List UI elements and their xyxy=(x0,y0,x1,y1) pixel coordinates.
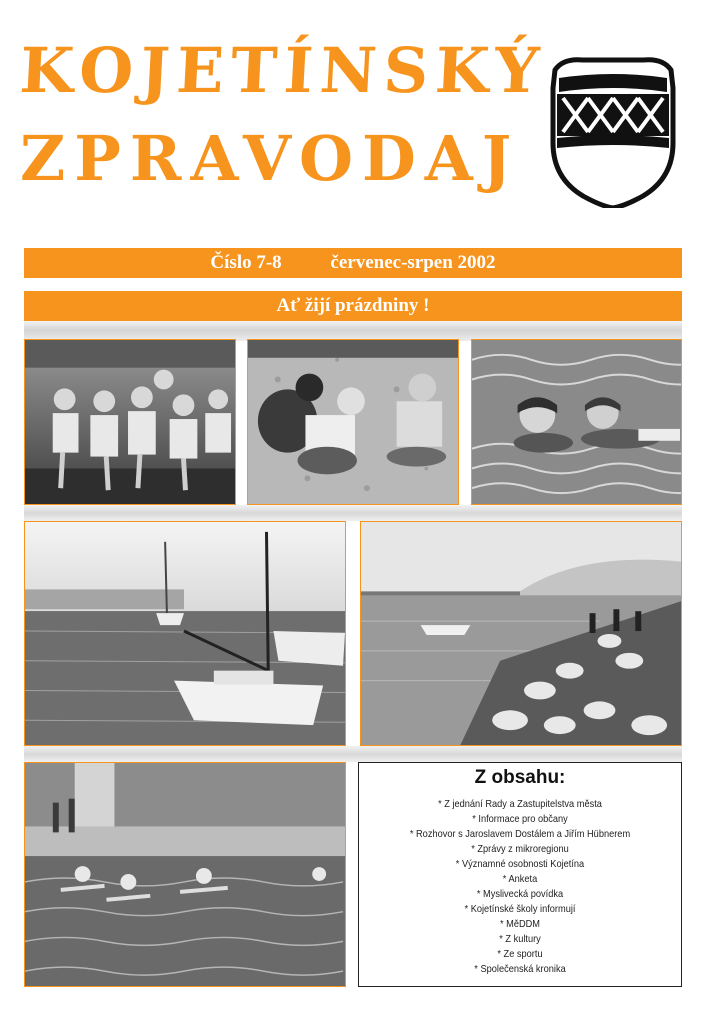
issue-bar xyxy=(24,248,682,278)
swimming-pool-photo xyxy=(24,762,346,987)
toc-item: * Zprávy z mikroregionu xyxy=(471,843,569,855)
issue-date: červenec-srpen 2002 xyxy=(330,252,496,273)
swimmers-photo xyxy=(471,339,682,505)
toc-item: * MěDDM xyxy=(499,918,541,930)
toc-item: * Ze sportu xyxy=(497,948,543,960)
toc-item: * Rozhovor s Jaroslavem Dostálem a Jiřím Hübnerem xyxy=(409,828,631,840)
decorative-band xyxy=(24,321,682,341)
town-crest-shield-icon xyxy=(543,48,683,208)
toc-item: * Informace pro občany xyxy=(472,813,568,825)
decorative-band xyxy=(24,746,682,762)
rocky-beach-photo xyxy=(360,521,682,746)
decorative-band xyxy=(24,505,682,521)
toc-item: * Z kultury xyxy=(499,933,541,945)
toc-title: Z obsahu: xyxy=(474,767,566,788)
masthead-title xyxy=(18,34,548,195)
toc-item: * Anketa xyxy=(502,873,538,885)
masthead-line-1: KOJETÍNSKÝ xyxy=(18,34,548,107)
motto-bar: Ať žijí prázdniny ! xyxy=(24,291,682,321)
issue-number: Číslo 7-8 xyxy=(210,252,282,273)
toc-item: * Myslivecká povídka xyxy=(476,888,564,900)
toc-item: * Společenská kronika xyxy=(474,963,566,975)
masthead-line-2: ZPRAVODAJ xyxy=(20,122,521,195)
toc-list xyxy=(359,797,681,977)
toc-item: * Z jednání Rady a Zastupitelstva města xyxy=(438,798,602,810)
children-group-photo xyxy=(24,339,236,505)
table-of-contents xyxy=(358,762,682,987)
harbour-boats-photo xyxy=(24,521,346,746)
toc-item: * Významné osobnosti Kojetína xyxy=(455,858,585,870)
children-sandpit-photo xyxy=(247,339,459,505)
toc-item: * Kojetínské školy informují xyxy=(464,903,576,915)
